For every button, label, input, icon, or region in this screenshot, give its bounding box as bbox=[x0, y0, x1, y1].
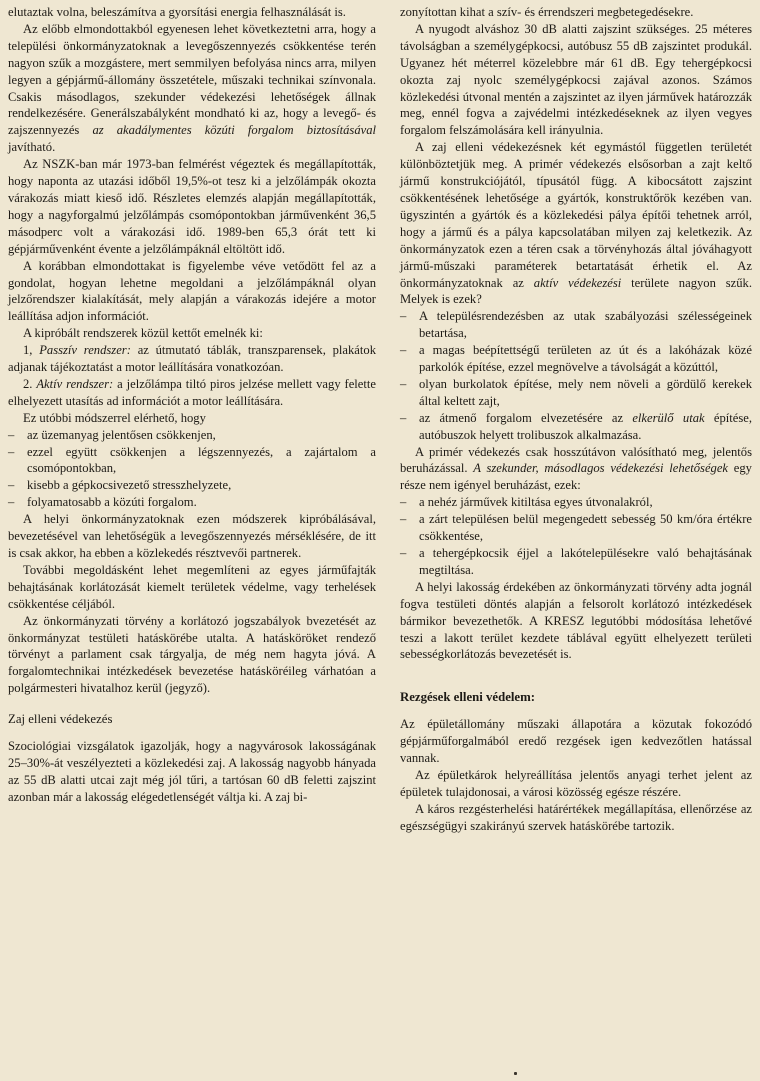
emphasis: Aktív rendszer: bbox=[36, 376, 114, 391]
paragraph: A káros rezgésterhelési határértékek megállapítása, ellenőrzése az egészségügyi szakirányú szervek hatáskörébe tartozik. bbox=[400, 801, 752, 833]
emphasis: A szekunder, másodlagos védekezési lehetőségek bbox=[473, 461, 729, 476]
paragraph: Az épületkárok helyreállítása jelentős anyagi terhet jelent az épületek tulajdonosai, a városi közösség egésze részére. bbox=[400, 768, 752, 799]
paragraph: zonyítottan kihat a szív- és érrendszeri megbetegedésekre. bbox=[400, 5, 694, 19]
paragraph: Az önkormányzati törvény a korlátozó jogszabályok bvezetését az önkormányzat testületi hatáskörébe utalta. A hatásköröket rendező törvényt a parlament csak tárgyalja, de még nem hagyta jóvá. A forgalomtechnikai intézkedések bevezetése hatásköréileg várhatóan a polgármesteri hivatalhoz kerül (jegyző). bbox=[8, 613, 376, 696]
list-item-text: kisebb a gépkocsivezető stresszhelyzete, bbox=[27, 478, 232, 493]
right-column bbox=[400, 4, 752, 835]
bullet-list bbox=[400, 308, 752, 443]
paragraph: elutaztak volna, beleszámítva a gyorsítási energia felhasználását is. bbox=[8, 5, 346, 19]
list-item bbox=[400, 376, 752, 410]
numbered-paragraph bbox=[8, 376, 376, 410]
dash-marker: – bbox=[400, 512, 407, 527]
dash-marker: – bbox=[8, 427, 15, 442]
paragraph: Az NSZK-ban már 1973-ban felmérést végeztek és megállapították, hogy naponta az utazási időből 19,5%-ot tesz ki a jelzőlámpák okozta várakozás miatt kieső idő. Részletes elemzés alapján megállapították, hogy a nagyforgalmú jelzőlámpás csomópontokban járművenként 36,5 másodperc volt a várakozási idő. 1989-ben 65,3 órát tett ki gépjárművenként évente a jelzőlámpáknál eltöltött idő. bbox=[8, 157, 376, 256]
paragraph-text: javítható. bbox=[8, 140, 56, 155]
list-item bbox=[8, 427, 376, 444]
item-number: 2. bbox=[23, 376, 33, 391]
list-item bbox=[400, 545, 752, 579]
paragraph: Szociológiai vizsgálatok igazolják, hogy a nagyvárosok lakosságának 25–30%-át veszélyezteti a közlekedési zaj. A lakosság nagyobb hányada az 55 dB alatti utcai zajt még jól tűri, a tartósan 60 dB feletti zajszint azonban már a lakosság elégedetlenségét váltja ki. A zaj bi- bbox=[8, 739, 376, 804]
dash-marker: – bbox=[400, 343, 407, 358]
left-column bbox=[8, 4, 376, 806]
list-item-text: a nehéz járművek kitiltása egyes útvonalakról, bbox=[419, 495, 653, 510]
list-item-text: a magas beépítettségű területen az út és a lakóházak közé parkolók építése, ezzel megnövelve a távolságát a közúttól, bbox=[419, 343, 752, 375]
paragraph-text: A zaj elleni védekezésnek két egymástól független területét különböztetjük meg. A primér védekezés elsősorban a zajt keltő jármű konstrukciójától, típusától függ. A kibocsátott zajszint csökkentésének lehetősége a gyártók, konstruktőrök kezében van. ügyszintén a gyártók és a közlekedési pálya építői tehetnek arról, hogy a jármű és a pálya kapcsolatában milyen zaj keletkezik. Az önkormányzatok ezen a téren csak a törvényhozás által jóváhagyott jármű-műszaki paraméterek betartatását érhetik el. Az önkormányzatoknak az bbox=[400, 140, 752, 290]
list-item-text: a tehergépkocsik éjjel a lakótelepülésekre való behajtásának megtiltása. bbox=[419, 546, 752, 577]
paragraph bbox=[400, 139, 752, 308]
list-item-text: az üzemanyag jelentősen csökkenjen, bbox=[27, 427, 216, 442]
paragraph: A helyi lakosság érdekében az önkormányzati törvény adta jognál fogva testületi döntés alapján a felsorolt korlátozó intézkedések bármikor bevezethetők. A KRESZ legutóbbi módosítása lehetővé teszi a lakott terület kezdete táblával együtt elhelyezett területi sebességkorlátozás bevezetését is. bbox=[400, 579, 752, 662]
dash-marker: – bbox=[8, 444, 15, 459]
paragraph bbox=[8, 21, 376, 156]
list-item-text: építése, autóbuszok helyett trolibuszok alkalmazása. bbox=[419, 410, 752, 442]
list-item bbox=[400, 511, 752, 545]
dash-marker: – bbox=[400, 495, 407, 510]
emphasis: Passzív rendszer: bbox=[39, 343, 131, 358]
emphasis: az akadálymentes közúti forgalom biztosításával bbox=[92, 123, 376, 138]
paragraph-text: egy része nem igényel beruházást, ezek: bbox=[400, 461, 752, 493]
dash-marker: – bbox=[8, 478, 15, 493]
list-item-text: a zárt településen belül megengedett sebesség 50 km/óra értékre csökkentése, bbox=[419, 512, 752, 544]
paragraph: A kipróbált rendszerek közül kettőt emelnék ki: bbox=[23, 326, 263, 341]
list-item bbox=[400, 410, 752, 444]
paragraph-text: az útmutató táblák, transzparensek, plakátok adjanak tájékoztatást a motor leállítására vonatkozóan. bbox=[8, 343, 376, 375]
list-item bbox=[8, 444, 376, 478]
paragraph: A korábban elmondottakat is figyelembe véve vetődött fel az a gondolat, hogyan lehetne megoldani a jelzőlámpáknál olyan jelzőrendszer kialakítását, mely alapján a várakozás idejére a motor leállítása adjon információt. bbox=[8, 258, 376, 324]
dash-marker: – bbox=[400, 376, 407, 391]
list-item-text: A településrendezésben az utak szabályozási szélességeinek betartása, bbox=[419, 309, 752, 341]
paragraph: A nyugodt alváshoz 30 dB alatti zajszint szükséges. 25 méteres távolságban a személygépkocsi, autóbusz 55 dB zajszintet produkál. Ugyanez hét méterrel közelebbre már 61 dB. Egy tehergépkocsi okozta zaj nyolc személygépkocsi zajával azonos. Számos közlekedési útvonal mentén a zajszintet az ilyen járművek határozzák meg, ennél fogva a zajvédelmi intézkedéseknek az ilyen vegyes forgalom felszámolására kell irányulnia. bbox=[400, 21, 752, 138]
list-item bbox=[400, 342, 752, 376]
list-item-text: folyamatosabb a közúti forgalom. bbox=[27, 495, 197, 510]
paragraph bbox=[400, 444, 752, 495]
section-heading: Rezgések elleni védelem: bbox=[400, 690, 536, 705]
list-item-text: az átmenő forgalom elvezetésére az bbox=[419, 410, 624, 425]
list-item bbox=[8, 494, 376, 511]
emphasis: aktív védekezési bbox=[533, 275, 622, 290]
list-item-text: olyan burkolatok építése, mely nem növeli a gördülő kerekek által keltett zajt, bbox=[419, 376, 752, 408]
list-item-text: ezzel együtt csökkenjen a légszennyezés, a zajártalom a csomópontokban, bbox=[27, 444, 376, 476]
paragraph-text: területe nagyon szűk. Melyek is ezek? bbox=[400, 275, 752, 307]
list-item bbox=[400, 308, 752, 342]
bullet-list bbox=[400, 494, 752, 579]
dash-marker: – bbox=[400, 309, 407, 324]
paragraph-text: a jelzőlámpa tiltó piros jelzése mellett vagy felette elhelyezett utasítás ad információt a motor leállítására. bbox=[8, 376, 376, 408]
bullet-list bbox=[8, 427, 376, 512]
dash-marker: – bbox=[400, 546, 407, 560]
paragraph: A helyi önkormányzatoknak ezen módszerek kipróbálásával, bevezetésével van lehetőségük a levegőszennyezés mérséklésére, de itt is csak akkor, ha ebben a közlekedés résztvevői partnerek. bbox=[8, 512, 376, 560]
paragraph-text: A primér védekezés csak hosszútávon valósítható meg, jelentős beruházással. bbox=[400, 444, 752, 476]
paragraph: Ez utóbbi módszerrel elérhető, hogy bbox=[23, 410, 206, 425]
dash-marker: – bbox=[8, 495, 15, 510]
item-number: 1, bbox=[23, 343, 33, 358]
page-mark bbox=[514, 1072, 517, 1075]
list-item bbox=[400, 494, 752, 511]
dash-marker: – bbox=[400, 410, 407, 425]
emphasis: elkerülő utak bbox=[632, 410, 705, 425]
section-spacer bbox=[400, 663, 752, 675]
paragraph: További megoldásként lehet megemlíteni az egyes járműfajták behajtásának korlátozását kiemelt területek védelme, vagy terhelések csökkentése céljából. bbox=[8, 562, 376, 611]
section-heading: Zaj elleni védekezés bbox=[8, 712, 113, 727]
paragraph-text: Az előbb elmondottakból egyenesen lehet következtetni arra, hogy a települési önkormányzatoknak a levegőszennyezés csökkentése terén nagyon szűk a mozgástere, mert semmilyen befolyása nincs arra, milyen legyen a gépjármű-állomány összetétele, műszaki technikai színvonala. Csakis másodlagos, szekunder védekezési lehetőségek állnak rendelkezésére. Generálszabályként mondható ki az, hogy a levegő- és zajszennyezés bbox=[8, 21, 376, 138]
list-item bbox=[8, 477, 376, 494]
numbered-paragraph bbox=[8, 342, 376, 376]
paragraph: Az épületállomány műszaki állapotára a közutak fokozódó gépjárműforgalmából eredő rezgések igen kedvezőtlen hatással vannak. bbox=[400, 717, 752, 766]
